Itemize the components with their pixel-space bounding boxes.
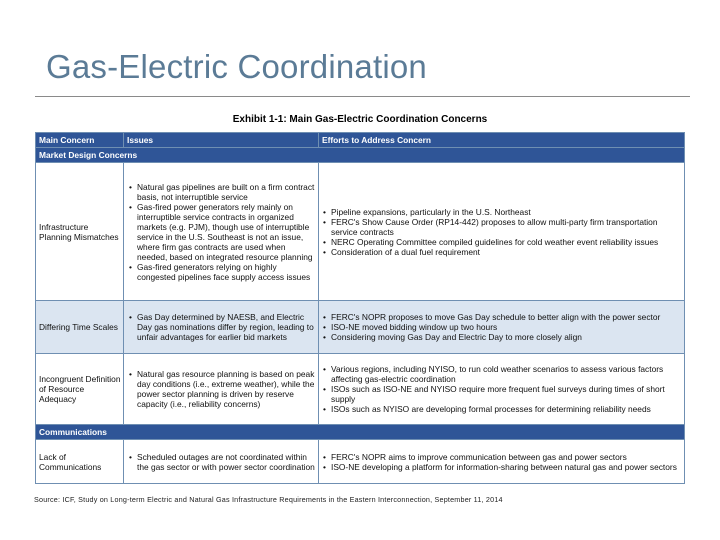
efforts-cell: [319, 354, 685, 425]
efforts-list: [321, 312, 682, 342]
list-item: • Considering moving Gas Day and Electric Day to more closely align: [331, 332, 682, 342]
list-item: • ISOs such as NYISO are developing formal processes for determining reliability needs: [331, 404, 682, 414]
list-item: • NERC Operating Committee compiled guidelines for cold weather event reliability issues: [331, 237, 682, 247]
table-header-row: [36, 133, 685, 148]
concern-cell: Incongruent Definition of Resource Adequacy: [36, 354, 124, 425]
concern-cell: Lack of Communications: [36, 440, 124, 484]
title-divider: [35, 96, 690, 97]
list-item: • Gas-fired generators relying on highly congested pipelines face supply access issues: [137, 262, 316, 282]
header-issues: Issues: [124, 133, 319, 148]
header-efforts: Efforts to Address Concern: [319, 133, 685, 148]
header-main-concern: Main Concern: [36, 133, 124, 148]
concerns-table: [35, 132, 685, 484]
efforts-cell: [319, 440, 685, 484]
list-item: • FERC's NOPR aims to improve communication between gas and power sectors: [331, 452, 682, 462]
concern-cell: Differing Time Scales: [36, 301, 124, 354]
list-item: • ISO-NE developing a platform for information-sharing between natural gas and power sectors: [331, 462, 682, 472]
section-title: Market Design Concerns: [36, 148, 685, 163]
table-row: [36, 163, 685, 301]
list-item: • Scheduled outages are not coordinated within the gas sector or with power sector coordination: [137, 452, 316, 472]
section-row-market-design: [36, 148, 685, 163]
table-row: [36, 440, 685, 484]
list-item: • FERC's NOPR proposes to move Gas Day schedule to better align with the power sector: [331, 312, 682, 322]
list-item: • Natural gas resource planning is based on peak day conditions (i.e., extreme weather), while the power sector planning is driven by reserve capacity (i.e., reliability concerns): [137, 369, 316, 409]
section-title: Communications: [36, 425, 685, 440]
concern-cell: Infrastructure Planning Mismatches: [36, 163, 124, 301]
issues-cell: [124, 440, 319, 484]
concerns-table-wrapper: [35, 132, 684, 484]
list-item: • FERC's Show Cause Order (RP14-442) proposes to allow multi-party firm transportation service contracts: [331, 217, 682, 237]
source-citation: Source: ICF, Study on Long-term Electric and Natural Gas Infrastructure Requirements in the Eastern Interconnection, September 11, 2014: [34, 495, 503, 504]
slide-title: Gas-Electric Coordination: [46, 48, 427, 85]
list-item: • Gas Day determined by NAESB, and Electric Day gas nominations differ by region, leading to unfair advantages for earlier bid markets: [137, 312, 316, 342]
issues-cell: [124, 301, 319, 354]
issues-cell: [124, 163, 319, 301]
list-item: • Pipeline expansions, particularly in the U.S. Northeast: [331, 207, 682, 217]
efforts-cell: [319, 301, 685, 354]
efforts-list: [321, 364, 682, 414]
section-row-communications: [36, 425, 685, 440]
issues-list: [126, 182, 316, 282]
exhibit-title: Exhibit 1-1: Main Gas-Electric Coordination Concerns: [232, 114, 488, 125]
list-item: • Various regions, including NYISO, to run cold weather scenarios to assess various factors affecting gas-electric coordination: [331, 364, 682, 384]
list-item: • ISO-NE moved bidding window up two hours: [331, 322, 682, 332]
list-item: • Natural gas pipelines are built on a firm contract basis, not interruptible service: [137, 182, 316, 202]
list-item: • Gas-fired power generators rely mainly on interruptible service contracts in organized markets (e.g. PJM), though use of interruptible service in the U.S. Southeast is not an issue, where firm gas contracts are used when needed, based on integrated resource planning: [137, 202, 316, 262]
table-row: [36, 354, 685, 425]
issues-cell: [124, 354, 319, 425]
list-item: • Consideration of a dual fuel requirement: [331, 247, 682, 257]
efforts-list: [321, 207, 682, 257]
issues-list: [126, 452, 316, 472]
efforts-list: [321, 452, 682, 472]
issues-list: [126, 312, 316, 342]
efforts-cell: [319, 163, 685, 301]
list-item: • ISOs such as ISO-NE and NYISO require more frequent fuel surveys during times of short supply: [331, 384, 682, 404]
issues-list: [126, 369, 316, 409]
table-row: [36, 301, 685, 354]
